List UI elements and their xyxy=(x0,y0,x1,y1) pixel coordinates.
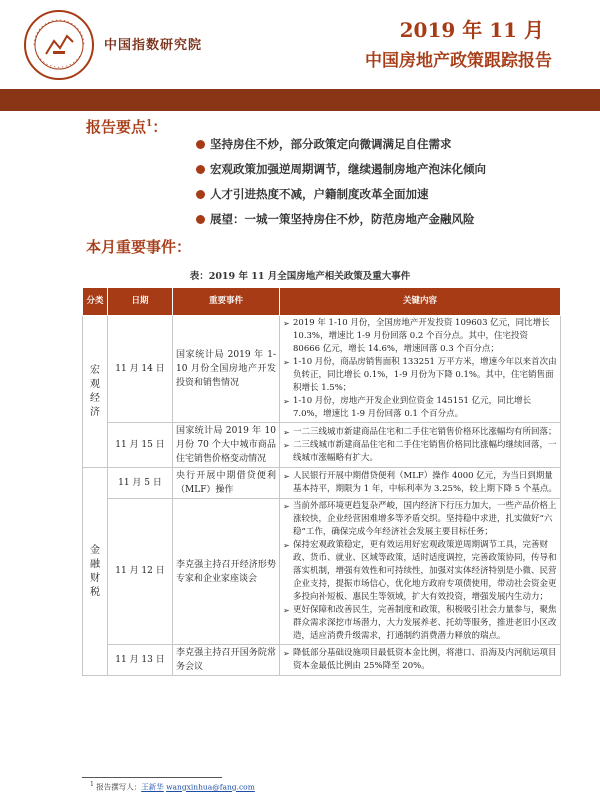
summary-list xyxy=(196,136,486,236)
table-caption: 表：2019 年 11 月全国房地产相关政策及重大事件 xyxy=(189,271,411,282)
column-header: 日期 xyxy=(108,288,173,316)
author-email-link[interactable]: wangxinhua@fang.com xyxy=(166,782,255,792)
key-point: ➢ 2019 年 1-10 月份，全国房地产开发投资 109603 亿元，同比增长 10.3%，增速比 1-9 月份回落 0.2 个百分点。其中，住宅投资 80666 亿元，增长 14.6%，增速回落 0.3 个百分点； xyxy=(283,317,557,356)
key-point: ➢ 保持宏观政策稳定，更有效运用好宏观政策逆周期调节工具，完善财政、货币、就业、区域等政策，适时适度调控，完善政策协同，传导和落实机制，增强有效性和可持续性，加强对实体经济特别是小微、民营企业支持，提振市场信心，优化地方政府专项债使用，带动社会资金更多投向补短板、惠民生等领域，扩大有效投资，增强发展内生动力； xyxy=(283,539,557,604)
summary-point: 人才引进热度不减，户籍制度改革全面加速 xyxy=(196,186,486,211)
date-cell: 11 月 15 日 xyxy=(108,423,173,468)
page-header xyxy=(0,0,600,88)
organization-name: 中国指数研究院 xyxy=(104,38,203,53)
footnote-divider xyxy=(82,777,222,778)
key-point: ➢ 二三线城市新建商品住宅和二手住宅销售价格同比涨幅均继续回落，一线城市涨幅略有扩大。 xyxy=(283,439,557,465)
column-header: 关键内容 xyxy=(280,288,561,316)
bullet-dot-icon xyxy=(196,190,205,199)
event-cell: 李克强主持召开经济形势专家和企业家座谈会 xyxy=(173,499,280,645)
key-point: ➢ 一二三线城市新建商品住宅和二手住宅销售价格环比涨幅均有所回落； xyxy=(283,426,557,439)
header-band xyxy=(0,89,600,111)
summary-heading: 报告要点$^1$： xyxy=(86,118,168,136)
key-point: ➢ 1-10 月份，房地产开发企业到位资金 145151 亿元，同比增长 7.0%，增速比 1-9 月份回落 0.1 个百分点。 xyxy=(283,395,557,421)
event-cell: 央行开展中期借贷便利（MLF）操作 xyxy=(173,468,280,499)
summary-point: 展望：一城一策坚持房住不炒，防范房地产金融风险 xyxy=(196,211,486,236)
table-row xyxy=(83,499,561,645)
key-point: ➢ 人民银行开展中期借贷便利（MLF）操作 4000 亿元，为当日到期量基本持平，期限为 1 年，中标利率为 3.25%，较上期下降 5 个基点。 xyxy=(283,470,557,496)
date-cell: 11 月 13 日 xyxy=(108,645,173,676)
footnote-mark: 1 xyxy=(146,119,153,129)
bullet-dot-icon xyxy=(196,215,205,224)
key-content-cell xyxy=(280,423,561,468)
author-link[interactable]: 王新华 xyxy=(141,782,164,792)
events-heading: 本月重要事件： xyxy=(86,238,192,256)
key-point: ➢ 更好保障和改善民生，完善制度和政策，积极吸引社会力量参与，聚焦群众需求深挖市场潜力，大力发展养老、托幼等服务，推进老旧小区改造，适应消费升级需求，打通制约消费潜力释放的瑞点。 xyxy=(283,604,557,643)
table-header-row xyxy=(83,288,561,316)
key-point: ➢ 1-10 月份，商品房销售面积 133251 万平方米，增速今年以来首次由负转正，同比增长 0.1%，1-9 月份为下降 0.1%。其中，住宅销售面积增长 1.5%； xyxy=(283,356,557,395)
summary-point: 坚持房住不炒，部分政策定向微调满足自住需求 xyxy=(196,136,486,161)
column-header: 重要事件 xyxy=(173,288,280,316)
report-period: 2019 年 11 月 xyxy=(399,18,544,42)
table-row xyxy=(83,316,561,423)
key-content-cell xyxy=(280,645,561,676)
category-cell: 金融财税 xyxy=(83,468,108,676)
key-point: ➢ 当前外部环境更趋复杂严峻，国内经济下行压力加大，一些产品价格上涨较快，企业经营困难增多等矛盾交织。坚持稳中求进，扎实做好“六稳”工作，确保完成今年经济社会发展主要目标任务； xyxy=(283,500,557,539)
bullet-dot-icon xyxy=(196,165,205,174)
column-header: 分类 xyxy=(83,288,108,316)
table-row xyxy=(83,423,561,468)
event-cell: 国家统计局 2019 年 10 月份 70 个大中城市商品住宅销售价格变动情况 xyxy=(173,423,280,468)
event-cell: 李克强主持召开国务院常务会议 xyxy=(173,645,280,676)
footnote: $^1$ 报告撰写人：王新华 wangxinhua@fang.com xyxy=(90,781,255,792)
academy-logo xyxy=(22,8,96,82)
events-table xyxy=(82,287,561,676)
key-content-cell xyxy=(280,316,561,423)
event-cell: 国家统计局 2019 年 1-10 月份全国房地产开发投资和销售情况 xyxy=(173,316,280,423)
date-cell: 11 月 14 日 xyxy=(108,316,173,423)
key-point: ➢ 降低部分基础设施项目最低资本金比例，将港口、沿海及内河航运项目资本金最低比例由 25%降至 20%。 xyxy=(283,647,557,673)
table-row xyxy=(83,468,561,499)
date-cell: 11 月 5 日 xyxy=(108,468,173,499)
category-cell: 宏观经济 xyxy=(83,316,108,468)
key-content-cell xyxy=(280,468,561,499)
report-title: 中国房地产政策跟踪报告 xyxy=(365,51,552,71)
key-content-cell xyxy=(280,499,561,645)
table-row xyxy=(83,645,561,676)
summary-point: 宏观政策加强逆周期调节，继续遏制房地产泡沫化倾向 xyxy=(196,161,486,186)
date-cell: 11 月 12 日 xyxy=(108,499,173,645)
bullet-dot-icon xyxy=(196,140,205,149)
